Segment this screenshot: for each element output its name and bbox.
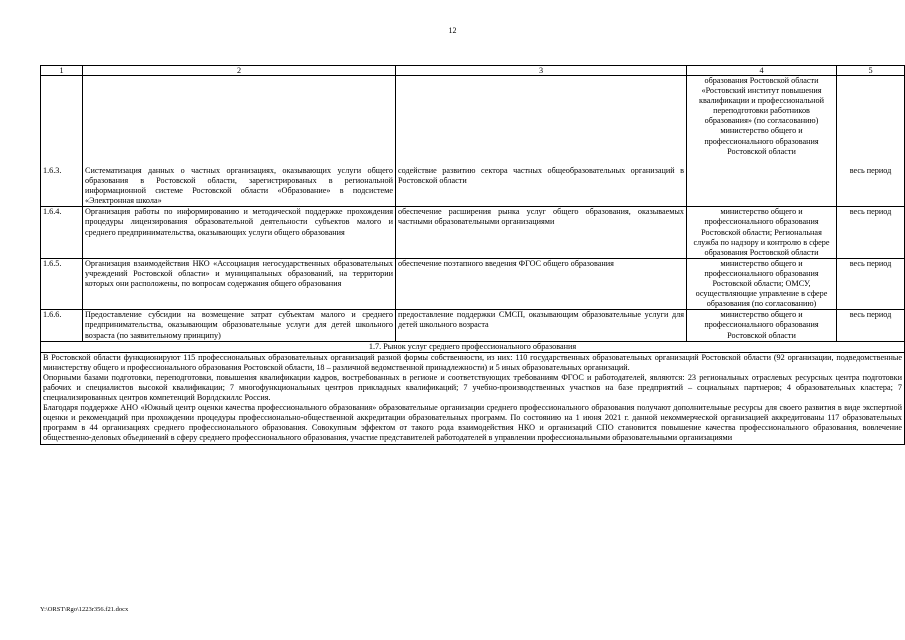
- section-body: [41, 352, 905, 444]
- row-number: 1.6.3.: [41, 76, 83, 207]
- header-row: [41, 66, 905, 76]
- row-result: обеспечение расширения рынка услуг общего образования, оказываемых частными образовательными организациями: [396, 207, 687, 258]
- row-number: 1.6.6.: [41, 310, 83, 341]
- plan-table: [40, 65, 905, 445]
- column-header-2: 2: [83, 66, 396, 76]
- row-period: весь период: [837, 310, 905, 341]
- page-number: 12: [448, 26, 457, 35]
- file-path-footer: Y:\ORST\Rgo\1223r356.f21.docx: [40, 606, 129, 613]
- row-executor: министерство общего и профессионального образования Ростовской области: [687, 310, 837, 341]
- row-period: весь период: [837, 207, 905, 258]
- row-activity: Систематизация данных о частных организациях, оказывающих услуги общего образования в Ростовской области, зарегистрированых в региональной информационной системе Ростовской области «Образование» в подсистеме «Электронная школа»: [83, 76, 396, 207]
- paragraph: Опорными базами подготовки, переподготовки, повышения квалификации кадров, востребованных в регионе и соответствующих требованиям ФГОС и работодателей, являются: 23 региональных отраслевых ресурсных центра подготовки рабочих и специалистов высокой квалификации; 7 многофункциональных центров прикладных квалификаций; 7 учебно-производственных участков на базе предприятий – социальных партнеров; 4 образовательных кластера; 7 специализированных центров компетенций Ворлдскиллс Россия.: [43, 372, 902, 403]
- row-executor: [687, 76, 837, 207]
- table-row: [41, 76, 905, 207]
- row-activity: Организация работы по информированию и методической поддержке прохождения процедуры лицензирования образовательной деятельности субъектов малого и среднего предпринимательства, оказывающих услуги общего образования: [83, 207, 396, 258]
- executor-text: министерство общего и профессионального образования Ростовской области: [704, 126, 819, 156]
- row-number: 1.6.5.: [41, 258, 83, 309]
- table-row: [41, 310, 905, 341]
- table-row: [41, 258, 905, 309]
- carry-over-executor: образования Ростовской области «Ростовский институт повышения квалификации и профессиональной переподготовки работников образования» (по согласованию): [699, 76, 824, 126]
- column-header-1: 1: [41, 66, 83, 76]
- section-row: [41, 341, 905, 352]
- paragraph: Благодаря поддержке АНО «Южный центр оценки качества профессионального образования» образовательные организации среднего профессионального образования получают дополнительные ресурсы для своего развития в виде экспертной оценки и рекомендаций при прохождении процедуры профессионально-общественной аккредитации образовательных программ. По состоянию на 1 июня 2021 г. данной некоммерческой организацией аккредитованы 117 образовательных программ в 44 организациях среднего профессионального образования. Совокупным эффектом от такого рода взаимодействия НКО и организаций СПО становится повышение качества профессионального образования, вовлечение общественно-деловых объединений в сферу среднего профессионального образования, участие представителей работодателей в управлении профессиональными образовательными организациями: [43, 403, 902, 443]
- column-header-5: 5: [837, 66, 905, 76]
- row-executor: министерство общего и профессионального образования Ростовской области; ОМСУ, осуществляющие управление в сфере образования (по согласованию): [687, 258, 837, 309]
- paragraph: В Ростовской области функционируют 115 профессиональных образовательных организаций разной формы собственности, из них: 110 государственных образовательных организаций Ростовской области (92 организации, подведомственные министерству общего и профессионального образования Ростовской области, 18 – различной ведомственной принадлежности) и 5 иных образовательных организаций.: [43, 352, 902, 372]
- row-period: весь период: [837, 76, 905, 207]
- column-header-3: 3: [396, 66, 687, 76]
- column-header-4: 4: [687, 66, 837, 76]
- row-period: весь период: [837, 258, 905, 309]
- row-number: 1.6.4.: [41, 207, 83, 258]
- row-activity: Предоставление субсидии на возмещение затрат субъектам малого и среднего предпринимательства, оказывающим образовательные услуги для детей школьного возраста (по заявительному принципу): [83, 310, 396, 341]
- row-result: обеспечение поэтапного введения ФГОС общего образования: [396, 258, 687, 309]
- section-title: 1.7. Рынок услуг среднего профессионального образования: [41, 341, 905, 352]
- text-row: [41, 352, 905, 444]
- row-result: содействие развитию сектора частных общеобразовательных организаций в Ростовской области: [396, 76, 687, 207]
- row-result: предоставление поддержки СМСП, оказывающим образовательные услуги для детей школьного возраста: [396, 310, 687, 341]
- row-executor: министерство общего и профессионального образования Ростовской области; Региональная служба по надзору и контролю в сфере образования Ростовской области: [687, 207, 837, 258]
- table-row: [41, 207, 905, 258]
- row-activity: Организация взаимодействия НКО «Ассоциация негосударственных образовательных учреждений Ростовской области» и муниципальных образований, на территории которых они расположены, по вопросам содержания общего образования: [83, 258, 396, 309]
